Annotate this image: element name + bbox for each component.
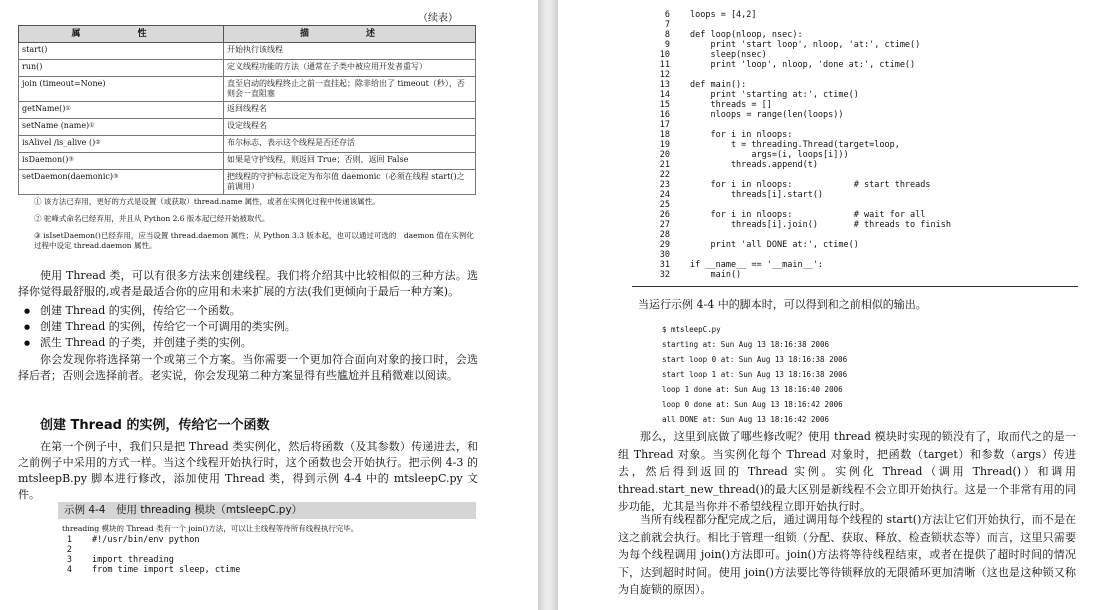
attribute-cell (19, 119, 224, 136)
line-number: 11 (659, 60, 670, 70)
footnote-marker: ② (95, 139, 101, 146)
line-number: 32 (659, 270, 670, 280)
code-line (648, 30, 951, 40)
attribute-cell (19, 43, 224, 60)
code-line (50, 535, 240, 545)
table-row (19, 60, 476, 77)
output-line: all DONE at: Sun Aug 13 18:16:42 2006 (662, 415, 830, 424)
line-number: 4 (66, 565, 72, 575)
page-gutter (538, 0, 558, 610)
table-row (19, 119, 476, 136)
attribute-name: setDaemon(daemonic) (22, 172, 113, 181)
code-line (648, 160, 951, 170)
description-cell: 把线程的守护标志设定为布尔值 daemonic（必须在线程 start()之前调用） (224, 170, 476, 195)
line-number: 22 (659, 170, 670, 180)
line-number: 27 (659, 220, 670, 230)
paragraph: 你会发现你将选择第一个或第三个方案。当你需要一个更加符合面向对象的接口时，会选择后者；否则会选择前者。老实说，你会发现第二种方案显得有些尴尬并且稍微难以阅读。 (18, 353, 478, 382)
code-text: threads.append(t) (690, 160, 818, 170)
paragraph: 在第一个例子中，我们只是把 Thread 类实例化，然后将函数（及其参数）传递进去，和之前例子中采用的方式一样。当这个线程开始执行时，这个函数也会开始执行。把示例 4-3 的 mtsleepB.py 脚本进行修改，添加使用 Thread 类，得到示例 4-4 中的 mtsleepC.py 文件。 (18, 440, 478, 501)
output-line: $ mtsleepC.py (662, 325, 721, 334)
line-number: 30 (659, 250, 670, 260)
paragraph: 当所有线程都分配完成之后，通过调用每个线程的 start()方法让它们开始执行，而不是在这之前就会执行。相比于管理一组锁（分配、获取、释放、检查锁状态等）而言，这里只需要为每个线程调用 join()方法即可。join()方法将等待线程结束，或者在提供了超时时间的情况下，达到超时时间。使用 join()方法要比等待锁释放的无限循环更加清晰（这也是这种锁又称为自旋锁的原因）。 (618, 513, 1076, 596)
code-line (648, 20, 951, 30)
footnote-2: ② 驼峰式命名已经弃用，并且从 Python 2.6 版本起已经开始被取代。 (34, 214, 270, 223)
example-caption: threading 模块的 Thread 类有一个 join()方法，可以让主线程等待所有线程执行完毕。 (62, 524, 359, 533)
table-header-desc: 描 述 (224, 26, 476, 43)
line-number: 23 (659, 180, 670, 190)
footnote-marker: ③ (113, 173, 119, 180)
footnote-3: ③ isIsetDaemon()已经弃用，应当设置 thread.daemon 属性；从 Python 3.3 版本起，也可以通过可选的 daemon 值在实例化过程中设定 thread.daemon 属性。 (34, 231, 474, 250)
code-text: t = threading.Thread(target=loop, (690, 140, 900, 150)
code-line (648, 100, 951, 110)
output-line: loop 0 done at: Sun Aug 13 18:16:42 2006 (662, 400, 843, 409)
line-number: 28 (659, 230, 670, 240)
code-line (648, 50, 951, 60)
attribute-name: isAlivel /is_alive () (22, 138, 96, 147)
intro-paragraph: 使用 Thread 类，可以有很多方法来创建线程。我们将介绍其中比较相似的三种方法。选择你觉得最舒服的,或者是最适合你的应用和未来扩展的方法(我们更倾向于最后一种方案)。 (18, 269, 478, 298)
line-number: 31 (659, 260, 670, 270)
code-line (648, 230, 951, 240)
code-text: def main(): (690, 80, 747, 90)
code-line (648, 220, 951, 230)
example-title-bar: 示例 4-4 使用 threading 模块（mtsleepC.py） (58, 502, 476, 519)
attribute-cell (19, 102, 224, 119)
code-text: #!/usr/bin/env python (92, 535, 200, 545)
attribute-cell (19, 136, 224, 153)
code-text: for i in nloops: (690, 130, 793, 140)
code-text: loops = [4,2] (690, 10, 757, 20)
code-line (648, 110, 951, 120)
code-line (648, 250, 951, 260)
code-text: threads[i].start() (690, 190, 824, 200)
code-text: print 'start loop', nloop, 'at:', ctime() (690, 40, 921, 50)
code-text: threads[i].join() # threads to finish (690, 220, 951, 230)
code-line (648, 260, 951, 270)
code-line (648, 60, 951, 70)
terminal-output (662, 322, 847, 427)
line-number: 7 (664, 20, 670, 30)
attribute-name: getName() (22, 104, 66, 113)
description-cell: 返回线程名 (224, 102, 476, 119)
line-number: 6 (664, 10, 670, 20)
code-line (648, 270, 951, 280)
thread-attributes-table (18, 25, 476, 195)
line-number: 15 (659, 100, 670, 110)
line-number: 14 (659, 90, 670, 100)
attribute-name: isDaemon() (22, 155, 69, 164)
code-line (648, 40, 951, 50)
code-line (648, 200, 951, 210)
table-row (19, 136, 476, 153)
code-text: threads = [] (690, 100, 772, 110)
attribute-cell (19, 170, 224, 195)
continued-label: （续表） (418, 13, 458, 24)
line-number: 2 (66, 545, 72, 555)
code-line (648, 170, 951, 180)
code-listing-right (648, 10, 951, 280)
line-number: 16 (659, 110, 670, 120)
code-text: print 'all DONE at:', ctime() (690, 240, 859, 250)
description-cell: 布尔标志，表示这个线程是否还存活 (224, 136, 476, 153)
code-text: for i in nloops: # start threads (690, 180, 931, 190)
code-line (648, 70, 951, 80)
line-number: 20 (659, 150, 670, 160)
code-text: def loop(nloop, nsec): (690, 30, 803, 40)
attribute-name: join (timeout=None) (22, 79, 106, 88)
description-cell: 设定线程名 (224, 119, 476, 136)
code-line (648, 90, 951, 100)
attribute-name: run() (22, 62, 43, 71)
output-line: starting at: Sun Aug 13 18:16:38 2006 (662, 340, 830, 349)
code-line (648, 10, 951, 20)
code-line (648, 130, 951, 140)
line-number: 25 (659, 200, 670, 210)
line-number: 24 (659, 190, 670, 200)
line-number: 3 (66, 555, 72, 565)
line-number: 21 (659, 160, 670, 170)
code-text: print 'loop', nloop, 'done at:', ctime() (690, 60, 916, 70)
left-page (0, 0, 538, 610)
code-text: main() (690, 270, 742, 280)
attribute-name: start() (22, 45, 48, 54)
description-cell: 直至启动的线程终止之前一直挂起；除非给出了 timeout（秒），否则会一直阻塞 (224, 77, 476, 102)
code-line (648, 210, 951, 220)
code-line (648, 240, 951, 250)
bullet-item: ● 创建 Thread 的实例，传给它一个函数。 (40, 303, 241, 319)
paragraph: 那么，这里到底做了哪些修改呢？使用 thread 模块时实现的锁没有了，取而代之的是一组 Thread 对象。当实例化每个 Thread 对象时，把函数（target）和参数（args）传进去，然后得到返回的 Thread 实例。实例化 Thread（调用 Thread()）和调用 thread.start_new_thread()的最大区别是新线程不会立即开始执行。这是一个非常有用的同步功能，尤其是当你并不希望线程立即开始执行时。 (618, 430, 1076, 513)
code-divider (632, 286, 1078, 287)
table-row (19, 102, 476, 119)
line-number: 12 (659, 70, 670, 80)
code-line (50, 555, 240, 565)
line-number: 8 (664, 30, 670, 40)
description-cell: 开始执行该线程 (224, 43, 476, 60)
footnote-marker: ① (89, 122, 95, 129)
line-number: 13 (659, 80, 670, 90)
code-text: print 'starting at:', ctime() (690, 90, 859, 100)
table-header-attr: 属 性 (19, 26, 224, 43)
code-text: import threading (92, 555, 174, 565)
code-line (648, 150, 951, 160)
code-line (648, 140, 951, 150)
table-row (19, 77, 476, 102)
table-header-row (19, 26, 476, 43)
attribute-cell (19, 153, 224, 170)
line-number: 17 (659, 120, 670, 130)
code-line (50, 565, 240, 575)
code-text: sleep(nsec) (690, 50, 767, 60)
code-line (648, 190, 951, 200)
section-heading: 创建 Thread 的实例，传给它一个函数 (40, 418, 270, 433)
line-number: 29 (659, 240, 670, 250)
attribute-cell (19, 60, 224, 77)
code-line (648, 120, 951, 130)
line-number: 1 (66, 535, 72, 545)
code-line (648, 80, 951, 90)
code-text: from time import sleep, ctime (92, 565, 241, 575)
output-line: loop 1 done at: Sun Aug 13 18:16:40 2006 (662, 385, 843, 394)
line-number: 19 (659, 140, 670, 150)
attribute-cell (19, 77, 224, 102)
code-text: if __name__ == '__main__': (690, 260, 824, 270)
code-listing-left (50, 535, 240, 575)
run-paragraph: 当运行示例 4-4 中的脚本时，可以得到和之前相似的输出。 (638, 298, 927, 311)
code-line (648, 180, 951, 190)
code-text: for i in nloops: # wait for all (690, 210, 926, 220)
output-line: start loop 1 at: Sun Aug 13 18:16:38 2006 (662, 370, 848, 379)
table-row (19, 43, 476, 60)
table-row (19, 153, 476, 170)
bullet-item: ● 创建 Thread 的实例，传给它一个可调用的类实例。 (40, 319, 296, 335)
line-number: 18 (659, 130, 670, 140)
output-line: start loop 0 at: Sun Aug 13 18:16:38 2006 (662, 355, 848, 364)
description-cell: 如果是守护线程，则返回 True；否则，返回 False (224, 153, 476, 170)
line-number: 9 (664, 40, 670, 50)
footnote-marker: ① (65, 105, 71, 112)
line-number: 10 (659, 50, 670, 60)
attribute-name: setName (name) (22, 121, 90, 130)
code-text: args=(i, loops[i])) (690, 150, 849, 160)
bullet-item: ● 派生 Thread 的子类，并创建子类的实例。 (40, 335, 252, 351)
footnote-1: ① 该方法已弃用，更好的方式是设置（或获取）thread.name 属性，或者在实例化过程中传递该属性。 (34, 197, 380, 206)
table-row (19, 170, 476, 195)
description-cell: 定义线程功能的方法（通常在子类中被应用开发者重写） (224, 60, 476, 77)
code-text: nloops = range(len(loops)) (690, 110, 844, 120)
line-number: 26 (659, 210, 670, 220)
footnote-marker: ③ (68, 156, 74, 163)
code-line (50, 545, 240, 555)
